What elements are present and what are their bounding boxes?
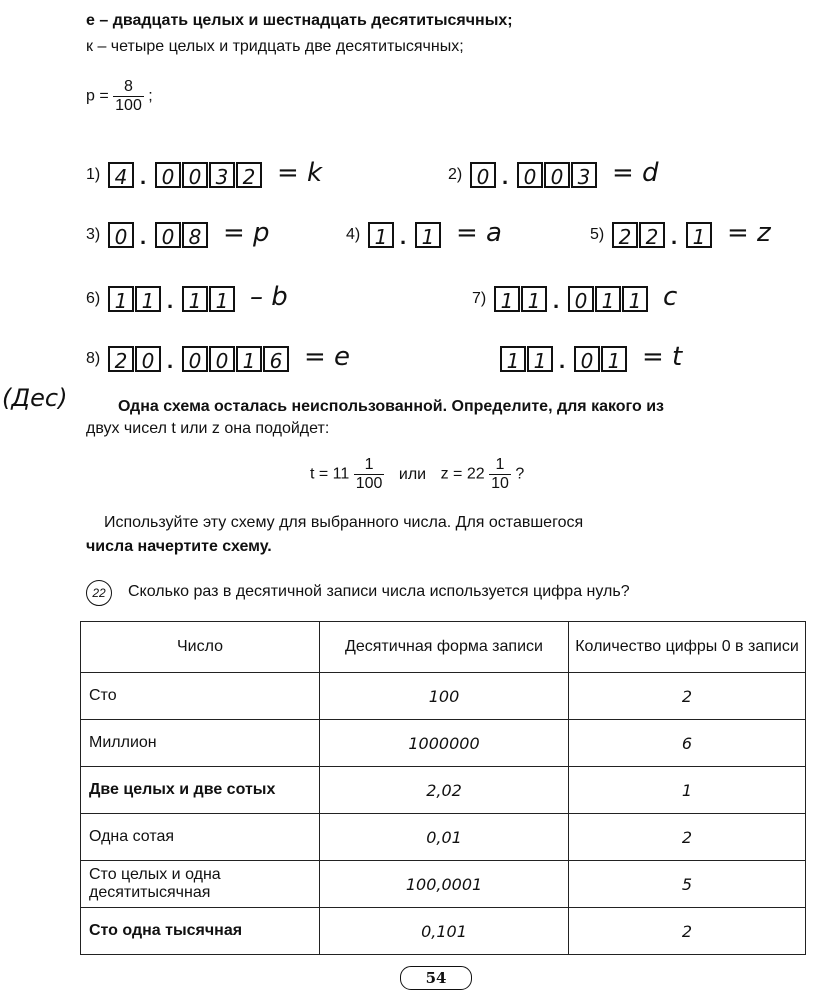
p-end: ; [148,87,153,105]
digit-box: 2 [612,222,638,248]
z-fraction [489,456,511,493]
z-den: 10 [491,475,509,492]
decimal-point: . [559,348,566,373]
decimal-point: . [671,224,678,249]
decimal-point: . [140,164,147,189]
scheme-variable: – b [250,282,288,312]
question-text-4: числа начертите схему. [86,538,272,555]
task-badge: 22 [86,580,112,606]
question-text-1: Одна схема осталась неиспользованной. Определите, для какого из [118,398,665,415]
t-fraction [354,456,385,493]
digit-box: 1 [209,286,235,312]
digit-box: 0 [574,346,600,372]
q-end: ? [515,465,525,483]
digit-box: 1 [494,286,520,312]
p-label: р = [86,87,109,105]
p-expression [86,78,153,115]
zeros-table [80,621,806,955]
digit-box: 1 [415,222,441,248]
scheme-variable: = t [642,342,683,372]
row-decimal: 2,02 [320,767,569,814]
row-name: Сто одна тысячная [81,908,320,955]
z-label: z = 22 [440,465,485,483]
table-row [81,673,806,720]
scheme-variable: = a [456,218,502,248]
decimal-point: . [502,164,509,189]
row-name: Сто целых и одна десятитысячная [81,861,320,908]
header-number: Число [81,622,320,673]
question-text-2: двух чисел t или z она подойдет: [86,420,330,437]
table-header-row [81,622,806,673]
digit-box: 1 [182,286,208,312]
side-note: (Дес) [2,384,68,412]
row-zeros: 2 [569,908,806,955]
decimal-point: . [140,224,147,249]
line-e: е – двадцать целых и шестнадцать десятитысячных; [86,12,513,29]
header-decimal: Десятичная форма записи [320,622,569,673]
table-row [81,861,806,908]
digit-box: 0 [209,346,235,372]
table-row [81,720,806,767]
digit-box: 2 [108,346,134,372]
or-label: или [398,465,427,483]
digit-box: 0 [544,162,570,188]
digit-box: 1 [236,346,262,372]
digit-box: 1 [686,222,712,248]
row-name: Две целых и две сотых [81,767,320,814]
table-row [81,814,806,861]
question-text-3: Используйте эту схему для выбранного числа. Для оставшегося [104,514,584,531]
row-name: Миллион [81,720,320,767]
digit-box: 0 [155,222,181,248]
digit-box: 2 [236,162,262,188]
row-decimal: 0,01 [320,814,569,861]
row-name: Сто [81,673,320,720]
digit-box: 1 [521,286,547,312]
row-zeros: 2 [569,814,806,861]
decimal-point: . [167,288,174,313]
digit-box: 0 [182,346,208,372]
scheme-number: 3) [86,226,101,243]
digit-box: 1 [108,286,134,312]
digit-box: 4 [108,162,134,188]
t-num: 1 [354,456,385,475]
header-zero-count: Количество цифры 0 в записи [569,622,806,673]
digit-box: 0 [108,222,134,248]
row-zeros: 1 [569,767,806,814]
scheme-variable: = k [277,158,323,188]
digit-box: 3 [209,162,235,188]
row-decimal: 1000000 [320,720,569,767]
row-zeros: 5 [569,861,806,908]
scheme-number: 7) [472,290,487,307]
digit-box: 2 [639,222,665,248]
row-decimal: 0,101 [320,908,569,955]
row-zeros: 6 [569,720,806,767]
decimal-point: . [167,348,174,373]
scheme-variable: = z [727,218,771,248]
digit-box: 1 [500,346,526,372]
scheme-number: 5) [590,226,605,243]
row-zeros: 2 [569,673,806,720]
digit-box: 6 [263,346,289,372]
p-num: 8 [113,78,144,97]
page-number: 54 [400,966,472,990]
digit-box: 0 [135,346,161,372]
scheme-number: 4) [346,226,361,243]
scheme-variable: = d [612,158,659,188]
digit-box: 0 [470,162,496,188]
digit-box: 8 [182,222,208,248]
scheme-number: 2) [448,166,463,183]
digit-box: 1 [135,286,161,312]
scheme-variable: c [663,282,678,312]
decimal-point: . [553,288,560,313]
digit-box: 0 [517,162,543,188]
row-decimal: 100 [320,673,569,720]
task-22-text: Сколько раз в десятичной записи числа используется цифра нуль? [128,583,630,600]
digit-box: 3 [571,162,597,188]
t-den: 100 [355,475,383,492]
t-label: t = 11 [310,465,350,483]
scheme-variable: = e [304,342,351,372]
row-name: Одна сотая [81,814,320,861]
digit-box: 0 [182,162,208,188]
digit-box: 0 [568,286,594,312]
row-decimal: 100,0001 [320,861,569,908]
z-num: 1 [489,456,511,475]
line-k: к – четыре целых и тридцать две десятитысячных; [86,38,464,55]
digit-box: 1 [595,286,621,312]
p-den: 100 [115,97,142,114]
decimal-point: . [400,224,407,249]
digit-box: 1 [368,222,394,248]
table-row [81,908,806,955]
scheme-variable: = p [223,218,270,248]
scheme-number: 6) [86,290,101,307]
digit-box: 0 [155,162,181,188]
digit-box: 1 [601,346,627,372]
scheme-number: 8) [86,350,101,367]
p-fraction [113,78,144,115]
scheme-number: 1) [86,166,101,183]
table-row [81,767,806,814]
digit-box: 1 [527,346,553,372]
digit-box: 1 [622,286,648,312]
t-z-expression [310,456,524,493]
